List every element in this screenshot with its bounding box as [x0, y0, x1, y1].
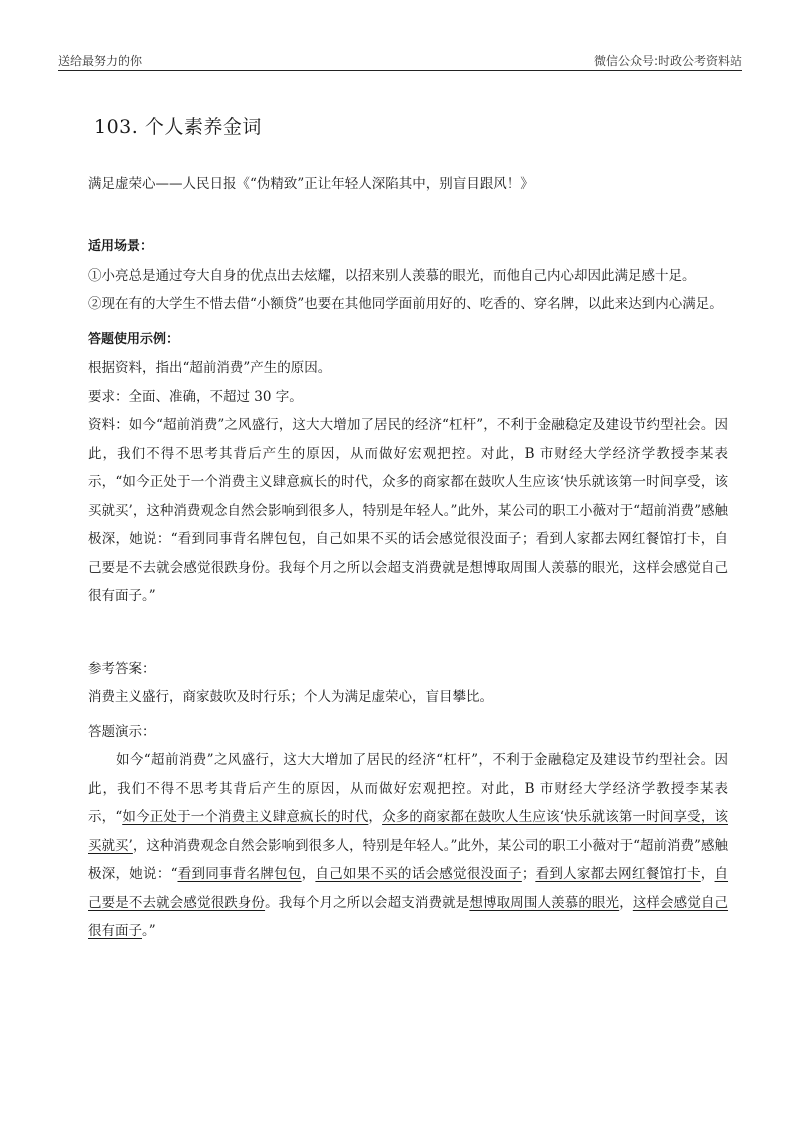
demo-segment: ；: [521, 866, 536, 882]
demo-underlined-segment: 看到同事背名牌包包: [177, 866, 302, 882]
header-left-text: 送给最努力的你: [58, 54, 143, 68]
example-material: 资料：如今“超前消费”之风盛行，这大大增加了居民的经济“杠杆”，不利于金融稳定及建设节约型社会。因此，我们不得不思考其背后产生的原因，从而做好宏观把控。对此，B 市财经大学经济学教授李某表示，“如今正处于一个消费主义肆意疯长的时代，众多的商家都在鼓吹人生应该‘快乐就该第一时间享受，该买就买’，这种消费观念自然会影响到很多人，特别是年轻人。”此外，某公司的职工小薇对于“超前消费”感触极深，她说：“看到同事背名牌包包，自己如果不买的话会感觉很没面子；看到人家都去网红餐馆打卡，自己要是不去就会感觉很跌身份。我每个月之所以会超支消费就是想博取周围人羡慕的眼光，这样会感觉自己很有面子。”: [88, 417, 728, 604]
demo-paragraph: [88, 746, 728, 946]
demo-segment: ，: [700, 866, 715, 882]
scene-item-2: ②现在有的大学生不惜去借“小额贷”也要在其他同学面前用好的、吃香的、穿名牌，以此来达到内心满足。: [88, 296, 723, 312]
page-header: [58, 52, 742, 69]
header-right-text: 微信公众号:时政公考资料站: [593, 54, 742, 68]
demo-underlined-segment: 看到人家都去网红餐馆打卡: [535, 866, 701, 882]
demo-underlined-segment: 自己要是不去就会感觉很跌身份: [88, 866, 729, 911]
demo-segment: 。”: [142, 923, 156, 939]
demo-segment: ，这种消费观念自然会影响到很多人，特别是年轻人。”此外，某公司的职工小薇对于“超前消费”感触极深，她说：“: [88, 837, 728, 882]
demo-segment: 。我每个月之所以会超支消费就是: [265, 894, 470, 911]
example-label: [88, 325, 728, 355]
demo-label: 答题演示：: [88, 723, 156, 740]
answer-text: 消费主义盛行，商家鼓吹及时行乐；个人为满足虚荣心，盲目攀比。: [88, 689, 493, 705]
demo-underlined-segment: 众多的商家都在鼓吹人生应该‘快乐就该第一时间享受，该买就买’: [88, 809, 729, 854]
page-title: 103. 个人素养金词: [94, 116, 262, 138]
demo-underlined-segment: 自己如果不买的话会感觉很没面子: [315, 866, 522, 882]
scene-item-1: ①小亮总是通过夸大自身的优点出去炫耀，以招来别人羡慕的眼光，而他自己内心却因此满足感十足。: [88, 267, 696, 284]
document-body: [88, 112, 728, 946]
demo-segment: 如今“超前消费”之风盛行，这大大增加了居民的经济“杠杆”，不利于金融稳定及建设节约型社会。因此，我们不得不思考其背后产生的原因，从而做好宏观把控。对此，B 市财经大学经济学教授李某表示，“: [88, 752, 728, 825]
header-divider: [58, 70, 742, 71]
demo-underlined-segment: 如今正处于一个消费主义肆意疯长的时代: [122, 809, 369, 825]
answer-label: 参考答案：: [88, 660, 156, 677]
demo-segment: ，: [301, 866, 316, 882]
source-line: 满足虚荣心——人民日报《“伪精致”正让年轻人深陷其中，别盲目跟风！》: [88, 176, 534, 192]
demo-segment: ，: [368, 809, 383, 825]
scenes-label: [88, 232, 728, 262]
example-requirement: 要求：全面、准确，不超过 30 字。: [88, 388, 303, 405]
demo-underlined-segment: 想博取周围人羡慕的眼光: [469, 894, 620, 911]
scenes-label-text: 适用场景：: [88, 239, 154, 254]
example-label-text: 答题使用示例：: [88, 331, 180, 347]
demo-underlined-segment: 这样会感觉自己很有面子: [88, 894, 729, 939]
example-question: 根据资料，指出“超前消费”产生的原因。: [88, 360, 332, 376]
demo-segment: ，: [619, 894, 633, 911]
